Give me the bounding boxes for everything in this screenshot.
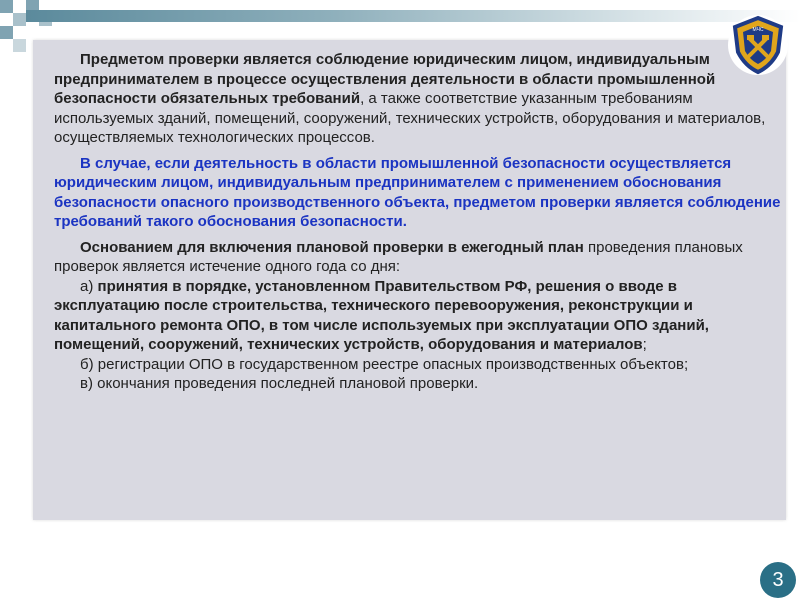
slide-text xyxy=(54,50,784,394)
svg-text:МЧС: МЧС xyxy=(752,27,764,33)
paragraph-justification: В случае, если деятельность в области промышленной безопасности осуществляется юридическим лицом, индивидуальным предпринимателем с применением обоснования безопасности опасного производственного объекта, предметом проверки является соблюдение требований такого обоснования безопасности. xyxy=(54,154,781,230)
header-bar xyxy=(26,10,800,22)
paragraph-subject: Предметом проверки является соблюдение юридическим лицом, индивидуальным предпринимателем в процессе осуществления деятельности в области промышленной безопасности обязательных требований, а также соответствие указанным требованиям используемых зданий, помещений, сооружений, технических устройств, оборудования и материалов, осуществляемых технологических процессов. xyxy=(54,51,766,146)
list-item-b: б) регистрации ОПО в государственном реестре опасных производственных объектов; xyxy=(80,355,689,373)
list-item-a: а) принятия в порядке, установленном Правительством РФ, решения о вводе в эксплуатацию после строительства, технического перевооружения, реконструкции и капитального ремонта ОПО, в том числе используемых при эксплуатации ОПО зданий, помещений, сооружений, технических устройств, оборудования и материалов; xyxy=(54,277,709,353)
paragraph-basis: Основанием для включения плановой проверки в ежегодный план проведения плановых проверок является истечение одного года со дня: xyxy=(54,238,743,275)
list-item-c: в) окончания проведения последней плановой проверки. xyxy=(80,375,479,392)
page-number-badge: 3 xyxy=(760,562,796,598)
